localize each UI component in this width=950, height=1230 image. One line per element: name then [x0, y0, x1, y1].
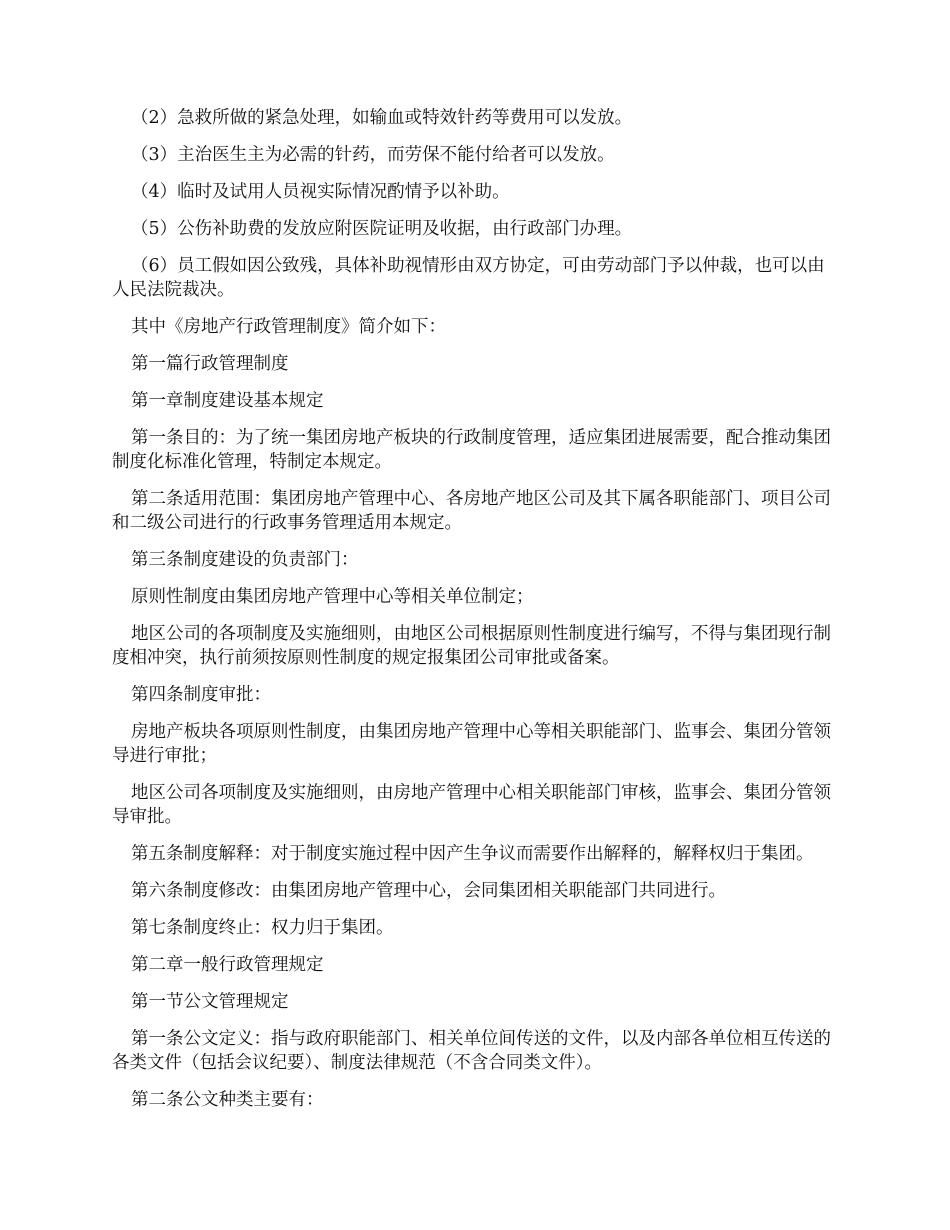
chapter-heading: 第二章一般行政管理规定 [131, 955, 324, 975]
paragraph: （5）公伤补助费的发放应附医院证明及收据，由行政部门办理。 [131, 219, 633, 239]
paragraph: 原则性制度由集团房地产管理中心等相关单位制定； [131, 587, 534, 607]
paragraph: 第一条目的：为了统一集团房地产板块的行政制度管理，适应集团进展需要，配合推动集团制度化标准化管理，特制定本规定。 [112, 428, 831, 472]
paragraph: 第二条公文种类主要有： [131, 1090, 324, 1110]
paragraph: 第三条制度建设的负责部门： [131, 550, 359, 570]
chapter-heading: 第一章制度建设基本规定 [131, 391, 324, 411]
paragraph: 第四条制度审批： [131, 685, 271, 705]
section-heading: 第一篇行政管理制度 [131, 354, 289, 374]
paragraph: （6）员工假如因公致残，具体补助视情形由双方协定，可由劳动部门予以仲裁，也可以由人民法院裁决。 [112, 256, 825, 300]
document-body [112, 106, 842, 1125]
paragraph: 第一条公文定义：指与政府职能部门、相关单位间传送的文件，以及内部各单位相互传送的各类文件（包括会议纪要）、制度法律规范（不含合同类文件）。 [112, 1029, 831, 1073]
subsection-heading: 第一节公文管理规定 [131, 992, 289, 1012]
paragraph: 第七条制度终止：权力归于集团。 [131, 918, 394, 938]
paragraph: 房地产板块各项原则性制度，由集团房地产管理中心等相关职能部门、监事会、集团分管领导进行审批； [112, 722, 831, 766]
paragraph: 第六条制度修改：由集团房地产管理中心，会同集团相关职能部门共同进行。 [131, 881, 726, 901]
paragraph: （3）主治医生主为必需的针药，而劳保不能付给者可以发放。 [131, 145, 615, 165]
paragraph: 地区公司的各项制度及实施细则，由地区公司根据原则性制度进行编写，不得与集团现行制度相冲突，执行前须按原则性制度的规定报集团公司审批或备案。 [112, 624, 831, 668]
paragraph: 第五条制度解释：对于制度实施过程中因产生争议而需要作出解释的，解释权归于集团。 [131, 844, 814, 864]
paragraph: 地区公司各项制度及实施细则，由房地产管理中心相关职能部门审核，监事会、集团分管领导审批。 [112, 783, 831, 827]
paragraph: 其中《房地产行政管理制度》简介如下： [131, 317, 446, 337]
paragraph: （4）临时及试用人员视实际情况酌情予以补助。 [131, 182, 510, 202]
paragraph: 第二条适用范围：集团房地产管理中心、各房地产地区公司及其下属各职能部门、项目公司和二级公司进行的行政事务管理适用本规定。 [112, 489, 831, 533]
paragraph: （2）急救所做的紧急处理，如输血或特效针药等费用可以发放。 [131, 108, 633, 128]
